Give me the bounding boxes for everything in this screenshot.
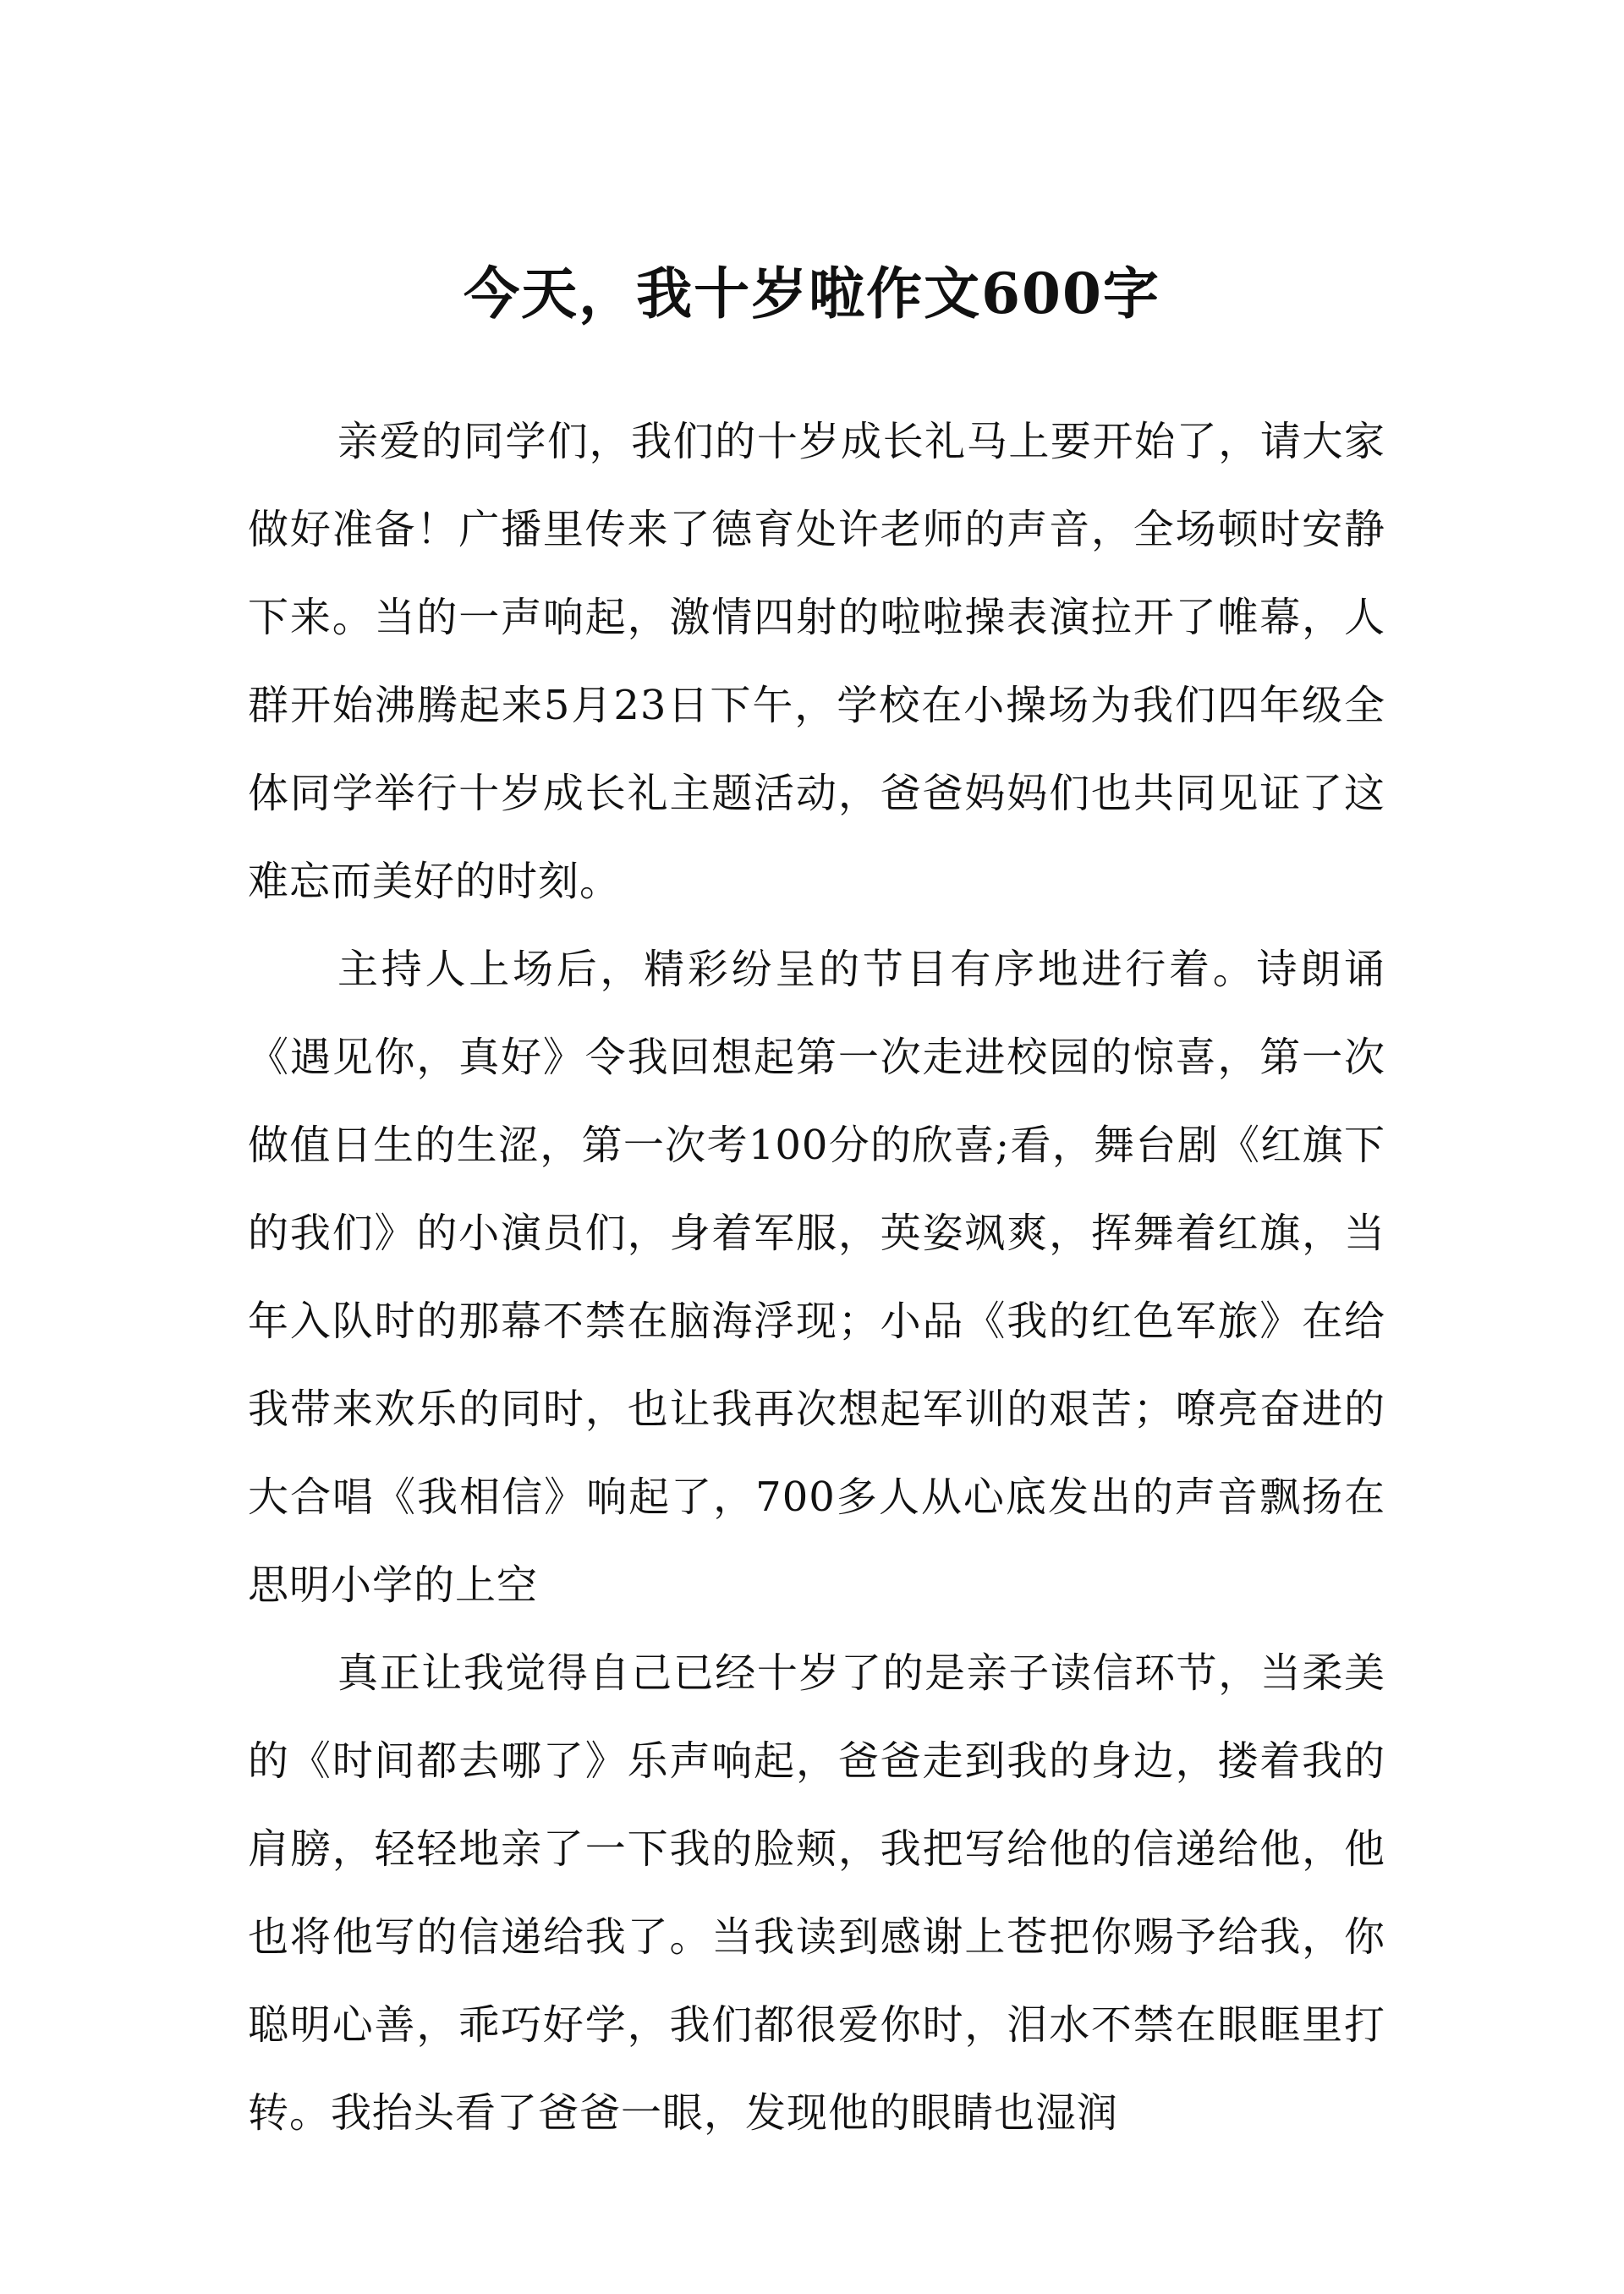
paragraph-1: 亲爱的同学们，我们的十岁成长礼马上要开始了，请大家做好准备！广播里传来了德育处许老师的声音，全场顿时安静下来。当的一声响起，激情四射的啦啦操表演拉开了帷幕，人群开始沸腾起来5月23日下午，学校在小操场为我们四年级全体同学举行十岁成长礼主题活动，爸爸妈妈们也共同见证了这难忘而美好的时刻。 (248, 418, 1385, 905)
document-title: 今天，我十岁啦作文600字 (464, 261, 1160, 327)
document-body (248, 398, 1385, 2157)
paragraph-2: 主持人上场后，精彩纷呈的节目有序地进行着。诗朗诵《遇见你，真好》令我回想起第一次走进校园的惊喜，第一次做值日生的生涩，第一次考100分的欣喜;看，舞台剧《红旗下的我们》的小演员们，身着军服，英姿飒爽，挥舞着红旗，当年入队时的那幕不禁在脑海浮现；小品《我的红色军旅》在给我带来欢乐的同时，也让我再次想起军训的艰苦；嘹亮奋进的大合唱《我相信》响起了，700多人从心底发出的声音飘扬在思明小学的上空 (248, 946, 1385, 1609)
paragraph-3: 真正让我觉得自己已经十岁了的是亲子读信环节，当柔美的《时间都去哪了》乐声响起，爸爸走到我的身边，搂着我的肩膀，轻轻地亲了一下我的脸颊，我把写给他的信递给他，他也将他写的信递给我了。当我读到感谢上苍把你赐予给我，你聪明心善，乖巧好学，我们都很爱你时，泪水不禁在眼眶里打转。我抬头看了爸爸一眼，发现他的眼睛也湿润 (248, 1649, 1385, 2137)
